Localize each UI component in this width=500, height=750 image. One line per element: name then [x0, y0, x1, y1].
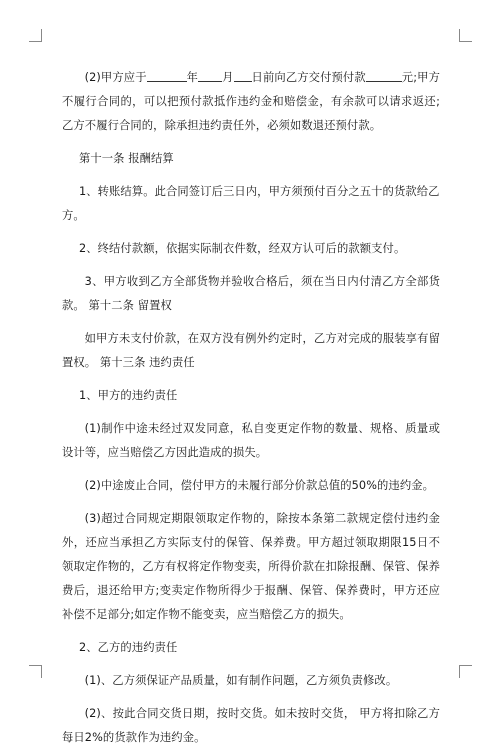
blank-amount: [366, 68, 402, 82]
text: 元;甲方不履行合同的，可以把预付款抵作违约金和赔偿金，有余款可以请求返还;乙方不履行合同的，除承担违约责任外，必须如数退还预付款。: [62, 71, 440, 132]
paragraph: (1)制作中途未经过双发同意，私自变更定作物的数量、规格、质量或设计等，应当赔偿乙方因此造成的损失。: [62, 422, 440, 459]
paragraph: (3)超过合同规定期限领取定作物的，除按本条第二款规定偿付违约金外，还应当承担乙方实际支付的保管、保养费。甲方超过领取期限15日不领取定作物的，乙方有权将定作物变卖，所得价款在扣除报酬、保管、保养费后，退还给甲方;变卖定作物所得少于报酬、保管、保养费时，甲方还应补偿不足部分;如定作物不能变卖，应当赔偿乙方的损失。: [62, 512, 440, 621]
blank-day: [234, 68, 252, 82]
text: 年: [186, 71, 199, 84]
blank-year: [147, 68, 187, 82]
blank-month: [198, 68, 222, 82]
text: 月: [222, 71, 234, 84]
crop-mark-bottom-right: [459, 665, 472, 678]
crop-mark-bottom-left: [29, 665, 42, 678]
heading-article-11: 第十一条 报酬结算: [78, 152, 174, 165]
text: 日前向乙方交付预付款: [251, 71, 366, 84]
paragraph: 3、甲方收到乙方全部货物并验收合格后，须在当日内付清乙方全部货款。 第十二条 留置权: [62, 275, 440, 312]
paragraph: 如甲方未支付价款，在双方没有例外约定时，乙方对完成的服装享有留置权。 第十三条 违约责任: [62, 332, 440, 369]
crop-mark-top-right: [459, 29, 472, 42]
paragraph: 2、终结付款额，依据实际制衣件数，经双方认可后的款额支付。: [78, 242, 406, 255]
paragraph: (1)、乙方须保证产品质量，如有制作问题，乙方须负责修改。: [84, 674, 398, 687]
heading-party-b-liability: 2、乙方的违约责任: [78, 641, 178, 654]
paragraph: (2)、按此合同交货日期，按时交货。如未按时交货， 甲方将扣除乙方每日2%的货款作为违约金。: [62, 707, 440, 744]
document-page: [62, 66, 440, 750]
heading-party-a-liability: 1、甲方的违约责任: [78, 389, 178, 402]
paragraph: 1、转账结算。此合同签订后三日内，甲方须预付百分之五十的货款给乙方。: [62, 185, 440, 222]
crop-mark-top-left: [29, 29, 42, 42]
text: (2)甲方应于: [84, 71, 147, 84]
paragraph-prepayment: [62, 66, 440, 138]
paragraph: (2)中途废止合同，偿付甲方的未履行部分价款总值的50%的违约金。: [84, 479, 435, 492]
